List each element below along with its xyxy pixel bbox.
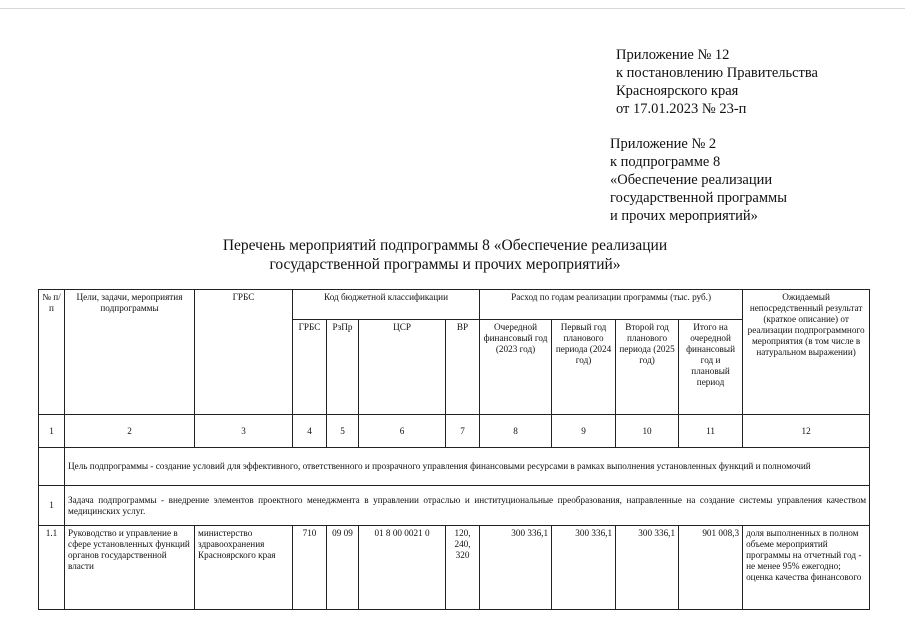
col-number: 3 bbox=[195, 415, 293, 448]
header-num: № п/п bbox=[39, 290, 65, 415]
header-expense: Расход по годам реализации программы (тыс. руб.) bbox=[480, 290, 743, 320]
item-result: доля выполненных в полном объеме мероприятий программы на отчетный год - не менее 95% ежегодно; оценка качества финансового bbox=[743, 526, 870, 610]
item-year-2025: 300 336,1 bbox=[616, 526, 679, 610]
scan-top-edge bbox=[0, 8, 905, 9]
appendix-12-line: к постановлению Правительства bbox=[616, 65, 818, 81]
header-budget-code: Код бюджетной классификации bbox=[293, 290, 480, 320]
item-num: 1.1 bbox=[39, 526, 65, 610]
appendix-12-line: Красноярского края bbox=[616, 83, 739, 99]
appendix-12-block bbox=[616, 46, 818, 118]
subheader-year-2024: Первый год планового периода (2024 год) bbox=[552, 320, 616, 415]
col-number: 12 bbox=[743, 415, 870, 448]
document-title bbox=[150, 236, 740, 274]
appendix-2-line: Приложение № 2 bbox=[610, 136, 717, 152]
col-number: 6 bbox=[359, 415, 446, 448]
measures-table bbox=[38, 289, 870, 610]
task-row-text: Задача подпрограммы - внедрение элементов проектного менеджмента в управлении отраслью и институциональные преобразования, направленные на создание системы управления качеством медицинских услуг. bbox=[65, 486, 870, 526]
title-line: государственной программы и прочих мероприятий» bbox=[269, 256, 621, 273]
item-csr: 01 8 00 0021 0 bbox=[359, 526, 446, 610]
subheader-total: Итого на очередной финансовый год и плановый период bbox=[679, 320, 743, 415]
subheader-csr: ЦСР bbox=[359, 320, 446, 415]
item-total: 901 008,3 bbox=[679, 526, 743, 610]
item-year-2023: 300 336,1 bbox=[480, 526, 552, 610]
task-num: 1 bbox=[39, 486, 65, 526]
header-result: Ожидаемый непосредственный результат (краткое описание) от реализации подпрограммного мероприятия (в том числе в натуральном выражении) bbox=[743, 290, 870, 415]
appendix-2-line: государственной программы bbox=[610, 190, 787, 206]
appendix-2-line: и прочих мероприятий» bbox=[610, 208, 758, 224]
appendix-2-block bbox=[610, 135, 787, 225]
item-grbs-name: министерство здравоохранения Красноярского края bbox=[195, 526, 293, 610]
appendix-2-line: «Обеспечение реализации bbox=[610, 172, 773, 188]
item-year-2024: 300 336,1 bbox=[552, 526, 616, 610]
col-number: 5 bbox=[327, 415, 359, 448]
col-number: 8 bbox=[480, 415, 552, 448]
col-number: 1 bbox=[39, 415, 65, 448]
appendix-12-line: от 17.01.2023 № 23-п bbox=[616, 101, 747, 117]
goal-num-cell bbox=[39, 448, 65, 486]
col-number: 11 bbox=[679, 415, 743, 448]
subheader-vr: ВР bbox=[446, 320, 480, 415]
subheader-rzpr: РзПр bbox=[327, 320, 359, 415]
header-goals: Цели, задачи, мероприятия подпрограммы bbox=[65, 290, 195, 415]
appendix-2-line: к подпрограмме 8 bbox=[610, 154, 721, 170]
item-grbs: 710 bbox=[293, 526, 327, 610]
subheader-year-2023: Очередной финансовый год (2023 год) bbox=[480, 320, 552, 415]
col-number: 7 bbox=[446, 415, 480, 448]
col-number: 4 bbox=[293, 415, 327, 448]
item-rzpr: 09 09 bbox=[327, 526, 359, 610]
subheader-year-2025: Второй год планового периода (2025 год) bbox=[616, 320, 679, 415]
header-grbs: ГРБС bbox=[195, 290, 293, 415]
item-vr: 120, 240, 320 bbox=[446, 526, 480, 610]
goal-row-text: Цель подпрограммы - создание условий для эффективного, ответственного и прозрачного управления финансовыми ресурсами в рамках выполнения установленных функций и полномочий bbox=[65, 448, 870, 486]
col-number: 2 bbox=[65, 415, 195, 448]
item-name: Руководство и управление в сфере установленных функций органов государственной власти bbox=[65, 526, 195, 610]
col-number: 10 bbox=[616, 415, 679, 448]
title-line: Перечень мероприятий подпрограммы 8 «Обеспечение реализации bbox=[222, 237, 668, 254]
col-number: 9 bbox=[552, 415, 616, 448]
appendix-12-line: Приложение № 12 bbox=[616, 47, 730, 63]
subheader-grbs: ГРБС bbox=[293, 320, 327, 415]
